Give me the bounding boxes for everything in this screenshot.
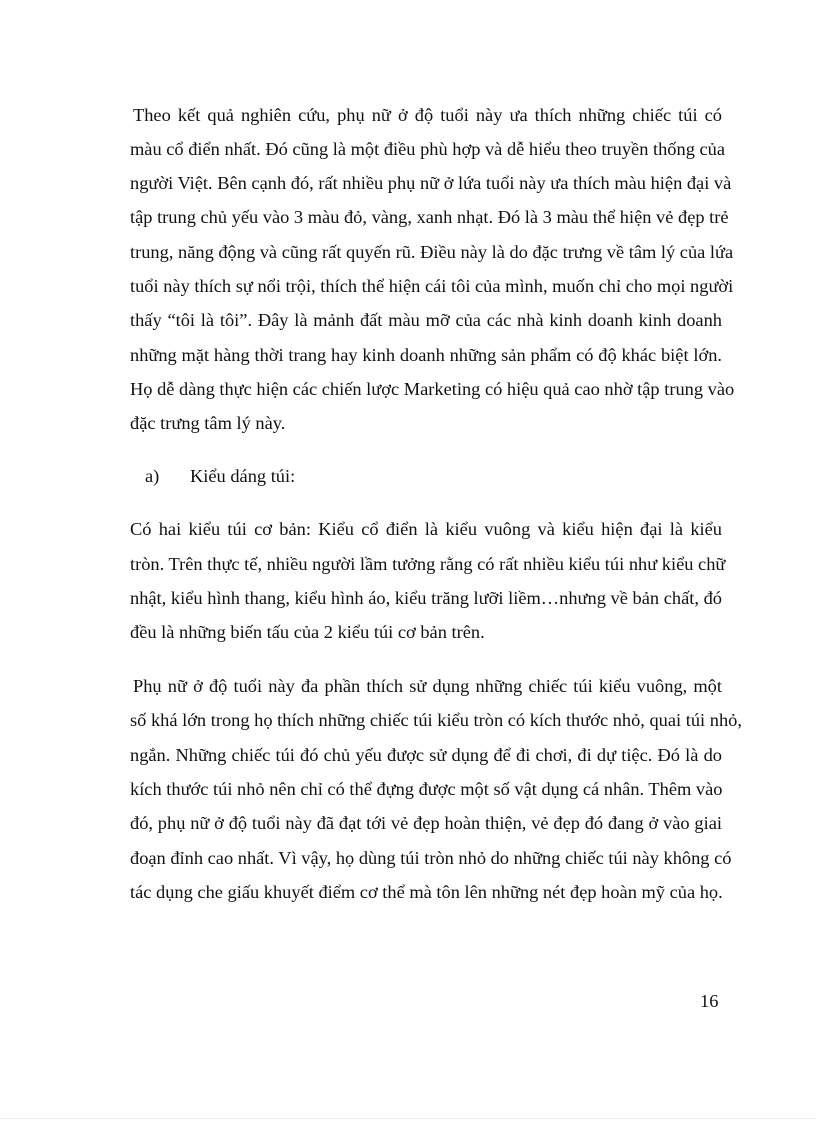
paragraph-line: số khá lớn trong họ thích những chiếc túi kiểu tròn có kích thước nhỏ, quai túi nhỏ, [130, 710, 742, 730]
paragraph-line: màu cổ điển nhất. Đó cũng là một điều phù hợp và dễ hiểu theo truyền thống của [130, 139, 726, 159]
paragraph-line: Họ dễ dàng thực hiện các chiến lược Marketing có hiệu quả cao nhờ tập trung vào [130, 379, 735, 399]
paragraph-line: tròn. Trên thực tế, nhiều người lầm tưởng rằng có rất nhiều kiểu túi như kiểu chữ [130, 554, 726, 574]
page-number: 16 [700, 991, 719, 1011]
paragraph-line: kích thước túi nhỏ nên chỉ có thể đựng được một số vật dụng cá nhân. Thêm vào [130, 779, 723, 799]
paragraph-line: Theo kết quả nghiên cứu, phụ nữ ở độ tuổi này ưa thích những chiếc túi có [133, 105, 722, 125]
paragraph-line: đó, phụ nữ ở độ tuổi này đã đạt tới vẻ đẹp hoàn thiện, vẻ đẹp đó đang ở vào giai [130, 813, 722, 833]
paragraph-line: đặc trưng tâm lý này. [130, 413, 286, 433]
paragraph-line: ngắn. Những chiếc túi đó chủ yếu được sử dụng để đi chơi, đi dự tiệc. Đó là do [130, 745, 722, 765]
paragraph-line: thấy “tôi là tôi”. Đây là mảnh đất màu mỡ của các nhà kinh doanh kinh doanh [130, 310, 722, 330]
paragraph-line: tác dụng che giấu khuyết điểm cơ thể mà tôn lên những nét đẹp hoàn mỹ của họ. [130, 882, 723, 902]
heading-marker: a) [145, 466, 160, 486]
paragraph-line: người Việt. Bên cạnh đó, rất nhiều phụ nữ ở lứa tuổi này ưa thích màu hiện đại và [130, 173, 732, 193]
paragraph-line: đoạn đỉnh cao nhất. Vì vậy, họ dùng túi tròn nhỏ do những chiếc túi này không có [130, 848, 732, 868]
paragraph-line: đều là những biến tấu của 2 kiểu túi cơ bản trên. [130, 622, 485, 642]
paragraph-line: trung, năng động và cũng rất quyến rũ. Điều này là do đặc trưng về tâm lý của lứa [130, 242, 734, 262]
paragraph-line: tuổi này thích sự nổi trội, thích thể hiện cái tôi của mình, muốn chỉ cho mọi người [130, 276, 734, 296]
paragraph-line: những mặt hàng thời trang hay kinh doanh những sản phẩm có độ khác biệt lớn. [130, 345, 722, 365]
heading-title: Kiểu dáng túi: [190, 466, 296, 486]
paragraph-line: tập trung chủ yếu vào 3 màu đỏ, vàng, xanh nhạt. Đó là 3 màu thể hiện vẻ đẹp trẻ [130, 207, 729, 227]
paragraph-line: Phụ nữ ở độ tuổi này đa phần thích sử dụng những chiếc túi kiểu vuông, một [133, 676, 722, 696]
paragraph-line: nhật, kiểu hình thang, kiểu hình áo, kiểu trăng lưỡi liềm…nhưng về bản chất, đó [130, 588, 722, 608]
paragraph-line: Có hai kiểu túi cơ bản: Kiểu cổ điển là kiểu vuông và kiểu hiện đại là kiểu [130, 519, 722, 539]
page-bottom-edge [0, 1118, 816, 1119]
